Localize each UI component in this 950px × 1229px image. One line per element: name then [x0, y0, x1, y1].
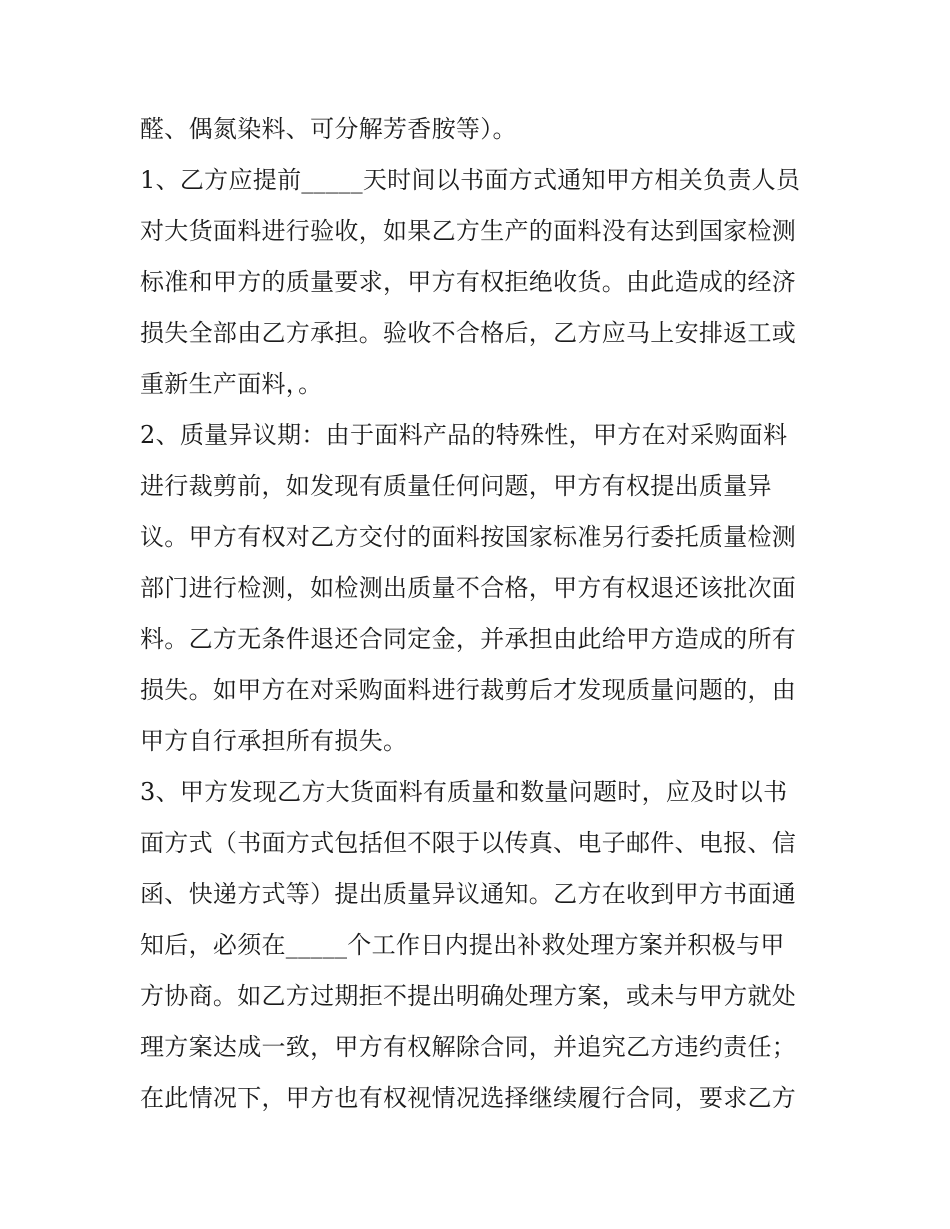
text-line-18: 方协商。如乙方过期拒不提出明确处理方案，或未与甲方就处: [140, 982, 797, 1010]
text-line-10: 部门进行检测，如检测出质量不合格，甲方有权退还该批次面: [140, 574, 797, 602]
contract-text: [140, 104, 820, 1124]
text-line-20: 在此情况下，甲方也有权视情况选择继续履行合同，要求乙方: [140, 1084, 797, 1112]
text-line-4: 标准和甲方的质量要求，甲方有权拒绝收货。由此造成的经济: [140, 268, 797, 296]
text-line-7: 2、质量异议期：由于面料产品的特殊性，甲方在对采购面料: [140, 421, 788, 449]
text-line-5: 损失全部由乙方承担。验收不合格后，乙方应马上安排返工或: [140, 319, 797, 347]
text-line-9: 议。甲方有权对乙方交付的面料按国家标准另行委托质量检测: [140, 523, 797, 551]
text-line-12: 损失。如甲方在对采购面料进行裁剪后才发现质量问题的，由: [140, 676, 797, 704]
text-line-11: 料。乙方无条件退还合同定金，并承担由此给甲方造成的所有: [140, 625, 797, 653]
text-line-17: 知后，必须在_____个工作日内提出补救处理方案并积极与甲: [140, 931, 785, 959]
text-line-15: 面方式（书面方式包括但不限于以传真、电子邮件、电报、信: [140, 829, 797, 857]
text-line-1: 醛、偶氮染料、可分解芳香胺等）。: [140, 115, 517, 143]
text-line-2: 1、乙方应提前_____天时间以书面方式通知甲方相关负责人员: [140, 166, 801, 194]
text-line-6: 重新生产面料，。: [140, 370, 323, 398]
text-line-13: 甲方自行承担所有损失。: [140, 727, 408, 755]
text-line-8: 进行裁剪前，如发现有质量任何问题，甲方有权提出质量异: [140, 472, 772, 500]
text-line-16: 函、快递方式等）提出质量异议通知。乙方在收到甲方书面通: [140, 880, 797, 908]
text-line-19: 理方案达成一致，甲方有权解除合同，并追究乙方违约责任；: [140, 1033, 797, 1061]
text-line-14: 3、甲方发现乙方大货面料有质量和数量问题时，应及时以书: [140, 778, 788, 806]
text-line-3: 对大货面料进行验收，如果乙方生产的面料没有达到国家检测: [140, 217, 797, 245]
